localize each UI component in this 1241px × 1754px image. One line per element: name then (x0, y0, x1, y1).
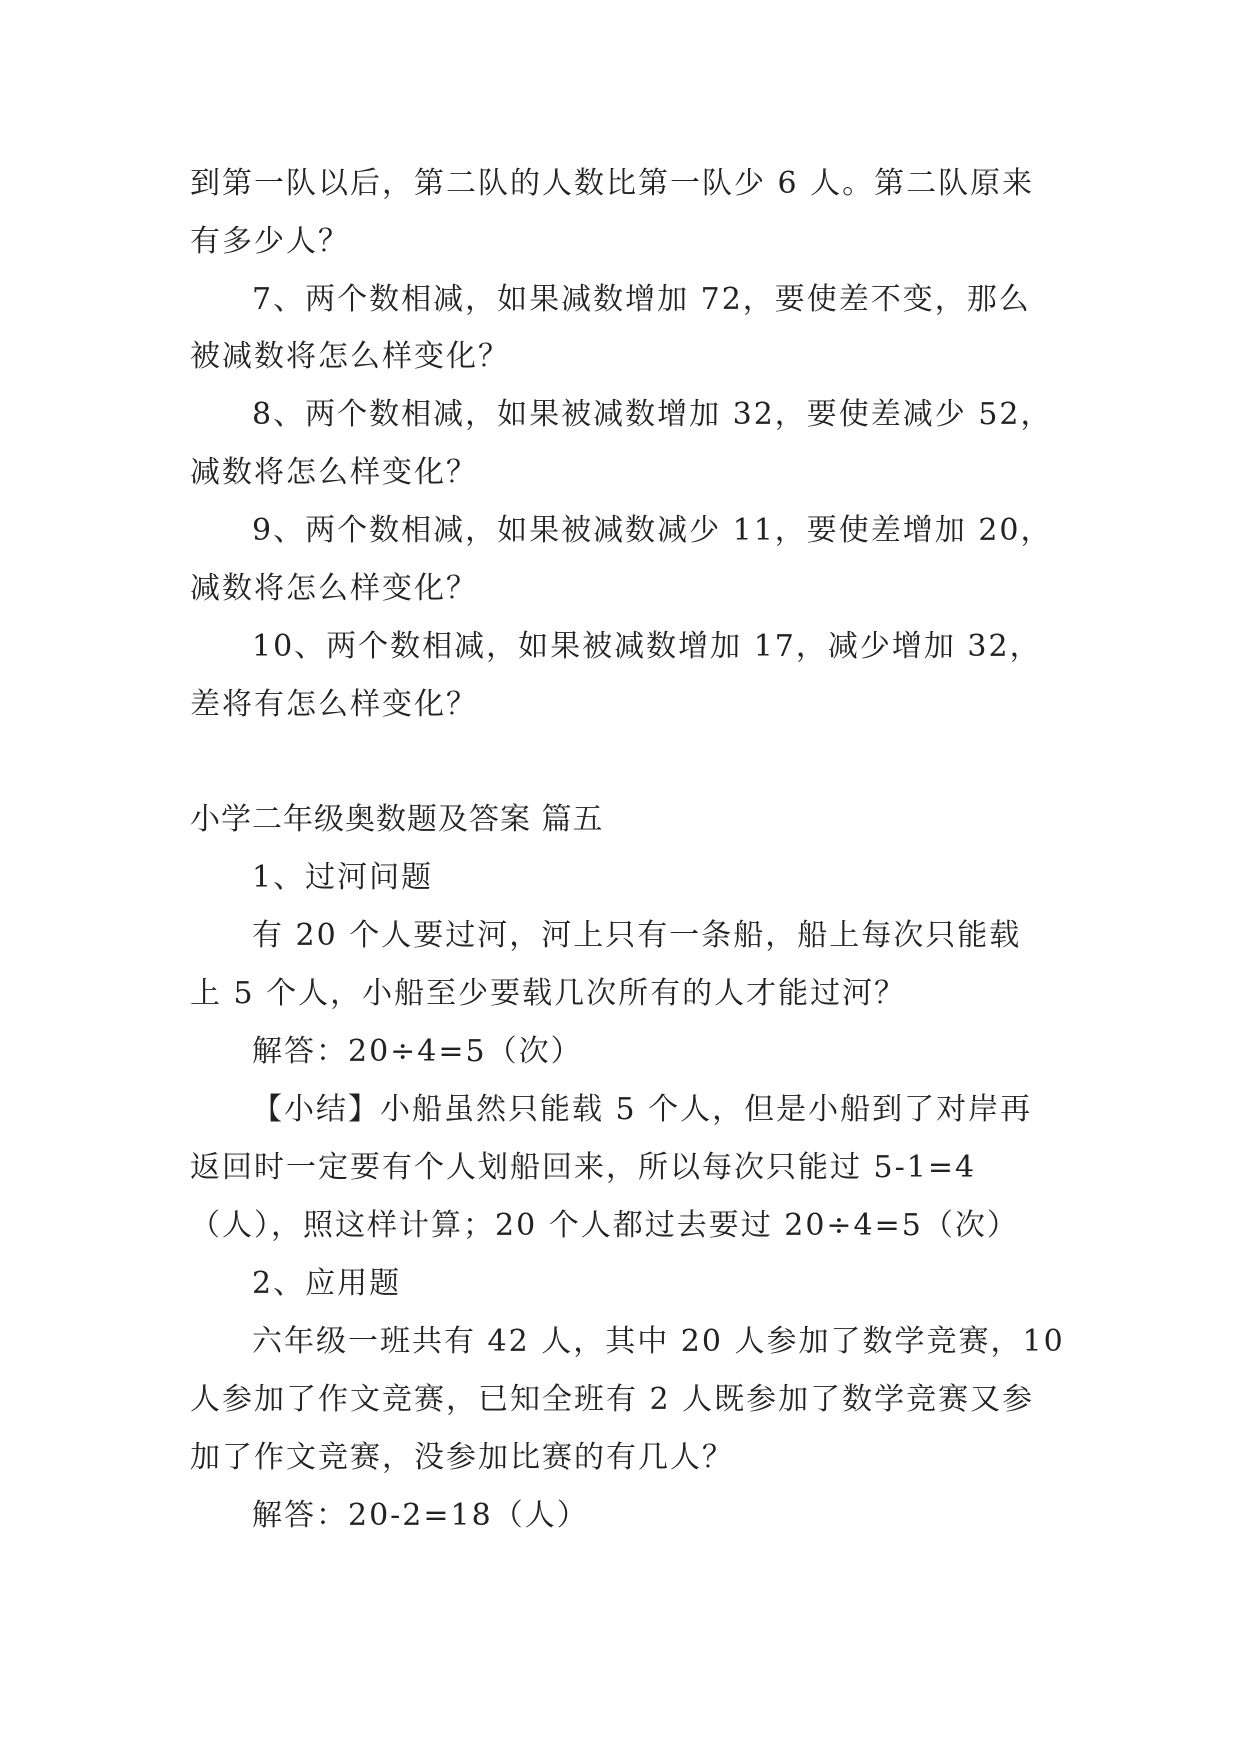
text-line: （人），照这样计算；20 个人都过去要过 20÷4=5（次） (190, 1208, 1019, 1243)
text-line: 上 5 个人，小船至少要载几次所有的人才能过河？ (190, 976, 907, 1011)
text-line: 减数将怎么样变化？ (190, 571, 478, 606)
text-line: 被减数将怎么样变化？ (190, 339, 510, 374)
text-line: 六年级一班共有 42 人，其中 20 人参加了数学竞赛，10 (252, 1324, 1065, 1359)
summary-line: 【小结】小船虽然只能载 5 个人，但是小船到了对岸再 (252, 1092, 1033, 1127)
subsection-title: 1、过河问题 (252, 860, 434, 895)
question-7: 7、两个数相减，如果减数增加 72，要使差不变，那么 (252, 282, 1031, 317)
question-10: 10、两个数相减，如果被减数增加 17，减少增加 32， (252, 629, 1042, 664)
text-line: 人参加了作文竞赛，已知全班有 2 人既参加了数学竞赛又参 (190, 1382, 1035, 1417)
section-heading: 小学二年级奥数题及答案 篇五 (190, 802, 604, 837)
answer-line: 解答：20-2=18（人） (252, 1498, 589, 1533)
text-line: 返回时一定要有个人划船回来，所以每次只能过 5-1=4 (190, 1150, 977, 1185)
answer-line: 解答：20÷4=5（次） (252, 1034, 583, 1069)
text-line: 加了作文竞赛，没参加比赛的有几人？ (190, 1440, 734, 1475)
text-line: 减数将怎么样变化？ (190, 455, 478, 490)
question-8: 8、两个数相减，如果被减数增加 32，要使差减少 52， (252, 397, 1053, 432)
text-line: 到第一队以后，第二队的人数比第一队少 6 人。第二队原来 (190, 166, 1035, 201)
text-line: 有多少人？ (190, 224, 350, 259)
subsection-title: 2、应用题 (252, 1266, 402, 1301)
question-9: 9、两个数相减，如果被减数减少 11，要使差增加 20， (252, 513, 1053, 548)
text-line: 有 20 个人要过河，河上只有一条船，船上每次只能载 (252, 918, 1022, 953)
text-line: 差将有怎么样变化？ (190, 687, 478, 722)
